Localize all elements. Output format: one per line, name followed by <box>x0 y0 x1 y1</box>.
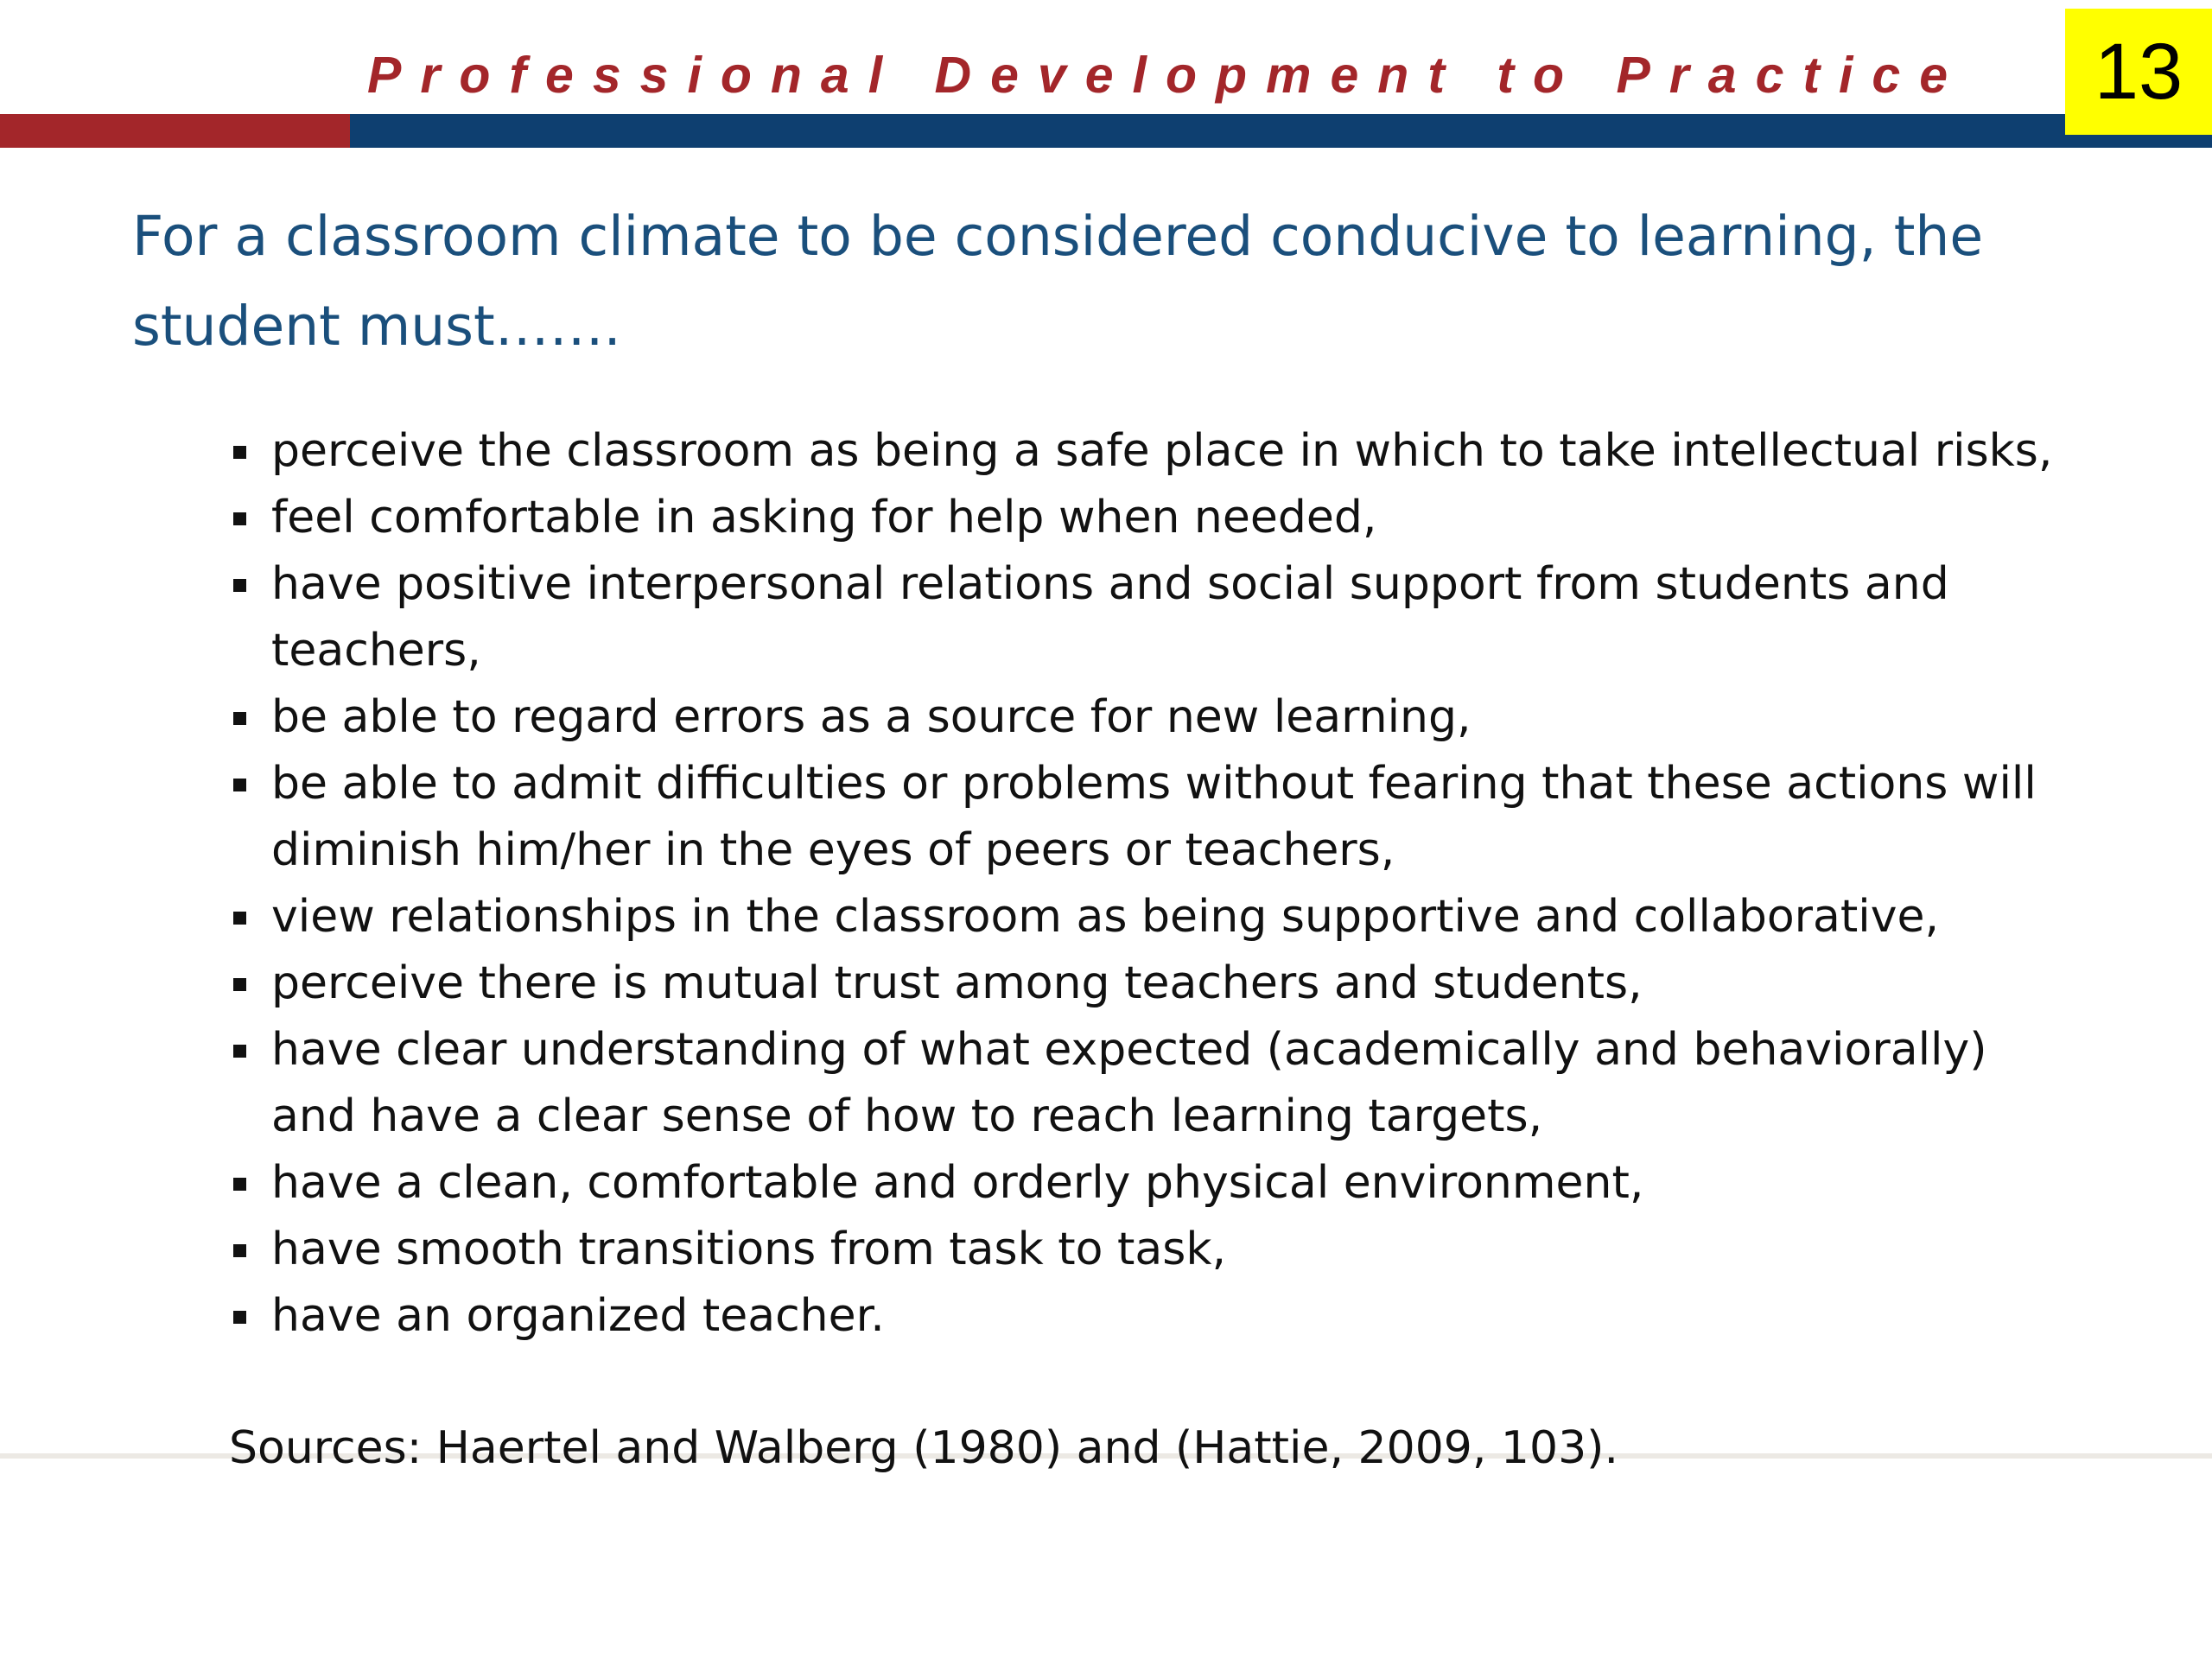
header-bar-blue <box>350 114 2212 148</box>
bullet-text: perceive the classroom as being a safe place in which to take intellectual risks, <box>271 425 2053 477</box>
square-bullet-icon <box>233 712 246 725</box>
bullet-text: have an organized teacher. <box>271 1290 885 1342</box>
bullet-item <box>226 1017 2075 1150</box>
bullet-text: be able to admit difficulties or problems without fearing that these actions will diminish him/her in the eyes of peers or teachers, <box>271 758 2037 876</box>
square-bullet-icon <box>233 1244 246 1257</box>
bullet-item <box>226 1217 2075 1283</box>
bullet-text: view relationships in the classroom as being supportive and collaborative, <box>271 891 1940 943</box>
bullet-item <box>226 1283 2075 1350</box>
sources-citation: Sources: Haertel and Walberg (1980) and (Hattie, 2009, 103). <box>229 1422 1618 1474</box>
bullet-item <box>226 418 2075 485</box>
square-bullet-icon <box>233 1178 246 1191</box>
square-bullet-icon <box>233 446 246 459</box>
bullet-item <box>226 684 2075 751</box>
square-bullet-icon <box>233 512 246 525</box>
bullet-item <box>226 1150 2075 1217</box>
header-bar-red <box>0 114 350 148</box>
bullet-item <box>226 485 2075 551</box>
bullet-item <box>226 884 2075 950</box>
page-number-badge: 13 <box>2065 9 2212 135</box>
slide-heading: For a classroom climate to be considered conducive to learning, the student must……. <box>132 205 1984 358</box>
bullet-text: have smooth transitions from task to task, <box>271 1224 1226 1275</box>
bullet-item <box>226 751 2075 884</box>
bullet-text: feel comfortable in asking for help when needed, <box>271 492 1377 543</box>
bullet-text: perceive there is mutual trust among teachers and students, <box>271 957 1643 1009</box>
bullet-text: be able to regard errors as a source for new learning, <box>271 691 1471 743</box>
header-title: Professional Development to Practice <box>367 47 1967 104</box>
bullet-text: have clear understanding of what expected (academically and behaviorally) and have a clear sense of how to reach learning targets, <box>271 1024 1987 1142</box>
square-bullet-icon <box>233 1045 246 1058</box>
square-bullet-icon <box>233 579 246 592</box>
square-bullet-icon <box>233 912 246 925</box>
bullet-list <box>226 418 2075 1350</box>
square-bullet-icon <box>233 978 246 991</box>
bullet-item <box>226 551 2075 684</box>
bullet-text: have a clean, comfortable and orderly physical environment, <box>271 1157 1644 1209</box>
bullet-item <box>226 950 2075 1017</box>
bullet-text: have positive interpersonal relations and social support from students and teachers, <box>271 558 1949 677</box>
square-bullet-icon <box>233 1311 246 1324</box>
square-bullet-icon <box>233 779 246 791</box>
